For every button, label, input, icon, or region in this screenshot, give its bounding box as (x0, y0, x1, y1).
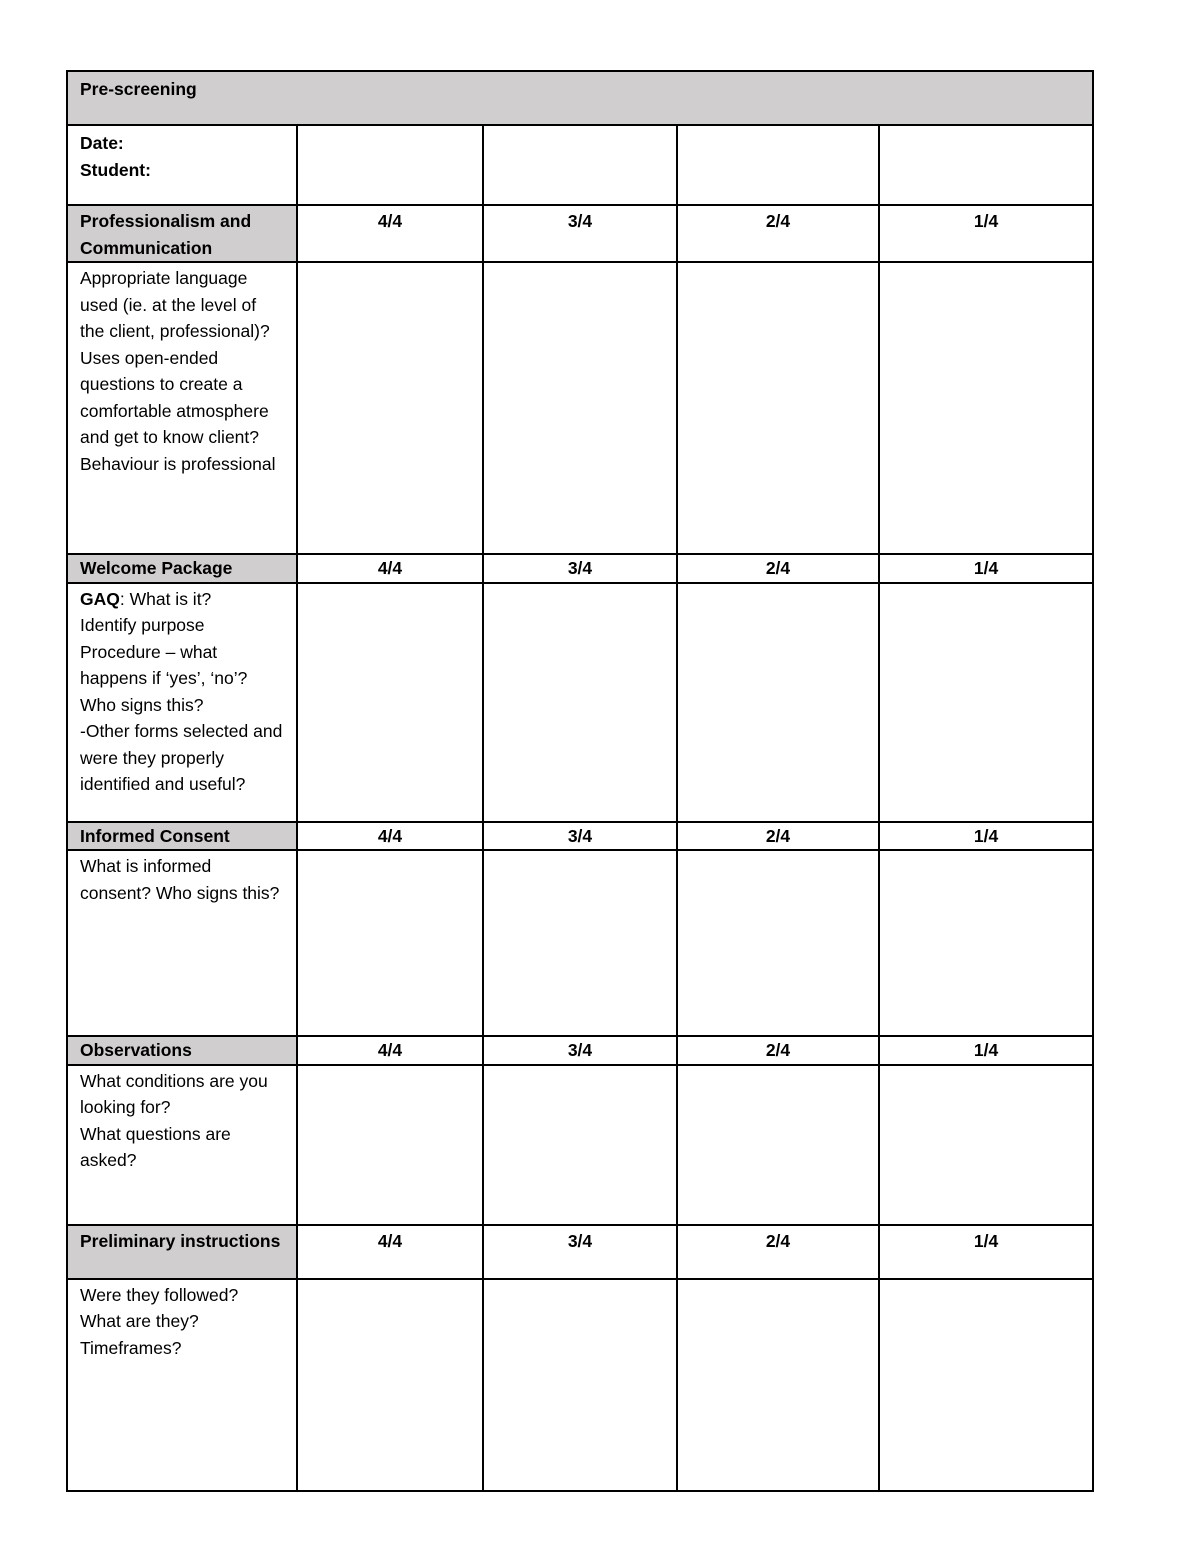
blank-cell[interactable] (483, 125, 677, 205)
criterion: What conditions are you looking for? (80, 1070, 268, 1117)
date-student-cell (67, 125, 297, 205)
score-cell[interactable] (297, 583, 483, 822)
score-2-header: 2/4 (677, 1225, 879, 1279)
score-1-header: 1/4 (879, 1225, 1093, 1279)
section-header-row (67, 1036, 1093, 1065)
section-header-row (67, 205, 1093, 262)
score-3-header: 3/4 (483, 822, 677, 851)
score-3-header: 3/4 (483, 205, 677, 262)
score-cell[interactable] (297, 1065, 483, 1225)
section-heading: Informed Consent (67, 822, 297, 851)
criterion: Identify purpose (80, 615, 205, 635)
blank-cell[interactable] (677, 125, 879, 205)
section-heading: Preliminary instructions (67, 1225, 297, 1279)
section-heading: Professionalism and Communication (67, 205, 297, 262)
score-4-header: 4/4 (297, 1036, 483, 1065)
date-student-row (67, 125, 1093, 205)
form-title: Pre-screening (67, 71, 1093, 125)
criterion: What is informed consent? Who signs this? (80, 856, 280, 903)
score-2-header: 2/4 (677, 205, 879, 262)
student-label: Student: (80, 159, 151, 180)
score-cell[interactable] (483, 1279, 677, 1491)
score-1-header: 1/4 (879, 822, 1093, 851)
criterion: Timeframes? (80, 1337, 182, 1358)
score-4-header: 4/4 (297, 822, 483, 851)
score-cell[interactable] (677, 850, 879, 1036)
section-header-row (67, 822, 1093, 851)
score-3-header: 3/4 (483, 554, 677, 583)
score-1-header: 1/4 (879, 1036, 1093, 1065)
score-cell[interactable] (483, 262, 677, 554)
score-cell[interactable] (879, 1065, 1093, 1225)
score-4-header: 4/4 (297, 205, 483, 262)
score-cell[interactable] (677, 1065, 879, 1225)
score-1-header: 1/4 (879, 554, 1093, 583)
criteria-cell (67, 1279, 297, 1491)
title-row (67, 71, 1093, 125)
score-cell[interactable] (483, 1065, 677, 1225)
score-cell[interactable] (297, 262, 483, 554)
score-4-header: 4/4 (297, 1225, 483, 1279)
score-cell[interactable] (879, 262, 1093, 554)
criteria-row (67, 1065, 1093, 1225)
blank-cell[interactable] (879, 125, 1093, 205)
score-3-header: 3/4 (483, 1036, 677, 1065)
score-cell[interactable] (297, 850, 483, 1036)
criterion: Uses open-ended questions to create a comfortable atmosphere and get to know client? (80, 347, 269, 447)
score-cell[interactable] (879, 1279, 1093, 1491)
score-2-header: 2/4 (677, 822, 879, 851)
gaq-label: GAQ (80, 588, 120, 609)
criteria-row (67, 850, 1093, 1036)
score-cell[interactable] (677, 262, 879, 554)
score-2-header: 2/4 (677, 554, 879, 583)
criteria-cell (67, 1065, 297, 1225)
criterion: Behaviour is professional (80, 453, 276, 474)
score-cell[interactable] (879, 583, 1093, 822)
criterion: -Other forms selected and were they properly identified and useful? (80, 721, 283, 794)
score-cell[interactable] (483, 850, 677, 1036)
criterion: Who signs this? (80, 694, 204, 715)
score-cell[interactable] (879, 850, 1093, 1036)
criterion: What questions are asked? (80, 1123, 231, 1170)
section-header-row (67, 554, 1093, 583)
criterion: Appropriate language used (ie. at the level of the client, professional)? (80, 268, 270, 341)
section-heading: Observations (67, 1036, 297, 1065)
criteria-cell (67, 583, 297, 822)
rubric-table (66, 70, 1094, 1492)
score-2-header: 2/4 (677, 1036, 879, 1065)
section-header-row (67, 1225, 1093, 1279)
blank-cell[interactable] (297, 125, 483, 205)
criterion: Were they followed? (80, 1284, 239, 1305)
date-label: Date: (80, 133, 124, 153)
criteria-row (67, 262, 1093, 554)
criteria-cell (67, 850, 297, 1036)
criterion: What are they? (80, 1311, 199, 1331)
score-3-header: 3/4 (483, 1225, 677, 1279)
score-4-header: 4/4 (297, 554, 483, 583)
score-cell[interactable] (483, 583, 677, 822)
score-1-header: 1/4 (879, 205, 1093, 262)
score-cell[interactable] (297, 1279, 483, 1491)
score-cell[interactable] (677, 583, 879, 822)
score-cell[interactable] (677, 1279, 879, 1491)
criteria-row (67, 1279, 1093, 1491)
criterion (80, 586, 284, 613)
criteria-row (67, 583, 1093, 822)
section-heading: Welcome Package (67, 554, 297, 583)
criteria-cell (67, 262, 297, 554)
criterion: Procedure – what happens if ‘yes’, ‘no’? (80, 641, 248, 688)
gaq-question: : What is it? (119, 588, 212, 609)
